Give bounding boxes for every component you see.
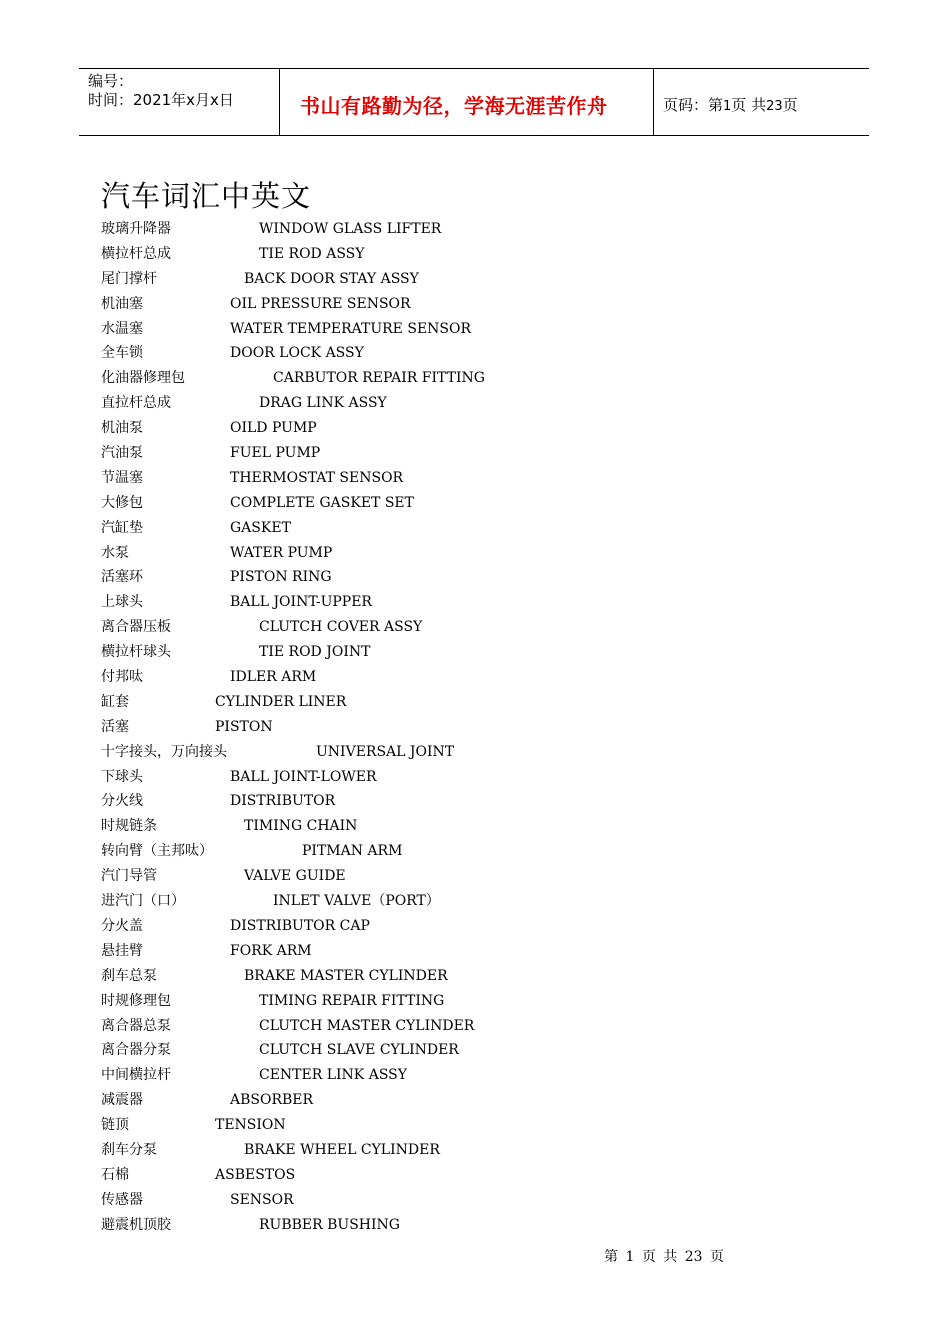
entry-english-term: CLUTCH SLAVE CYLINDER (259, 1042, 459, 1059)
entry-chinese-term: 石棉 (101, 1166, 129, 1183)
glossary-entry (101, 939, 801, 964)
glossary-entry (101, 814, 801, 839)
page-footer (604, 1246, 724, 1266)
entry-chinese-term: 离合器分泵 (101, 1042, 171, 1059)
glossary-entry (101, 889, 801, 914)
entry-chinese-term: 直拉杆总成 (101, 395, 171, 412)
entry-chinese-term: 活塞 (101, 718, 129, 735)
glossary-entry (101, 1163, 801, 1188)
glossary-entry (101, 765, 801, 790)
footer-suffix: 页 (710, 1249, 725, 1265)
glossary-entry (101, 1138, 801, 1163)
entry-chinese-term: 汽门导管 (101, 868, 157, 885)
entry-english-term: CLUTCH COVER ASSY (259, 619, 423, 636)
entry-english-term: BALL JOINT-UPPER (230, 594, 372, 611)
glossary-entry (101, 964, 801, 989)
glossary-entry (101, 292, 801, 317)
entry-english-term: SENSOR (230, 1191, 294, 1208)
glossary-entry (101, 640, 801, 665)
entry-chinese-term: 活塞环 (101, 569, 143, 586)
entry-chinese-term: 汽缸垫 (101, 519, 143, 536)
entry-chinese-term: 十字接头，万向接头 (101, 743, 227, 760)
entry-english-term: RUBBER BUSHING (259, 1216, 400, 1233)
entry-chinese-term: 汽油泵 (101, 445, 143, 462)
header-meta-cell (79, 69, 280, 135)
glossary-entry (101, 989, 801, 1014)
entry-english-term: WATER TEMPERATURE SENSOR (230, 320, 472, 337)
entry-english-term: CENTER LINK ASSY (259, 1067, 408, 1084)
entry-english-term: GASKET (230, 519, 291, 536)
entry-chinese-term: 转向臂（主邦呔） (101, 843, 213, 860)
glossary-entry (101, 491, 801, 516)
glossary-entry (101, 416, 801, 441)
entry-english-term: ABSORBER (230, 1092, 314, 1109)
header-table (79, 68, 869, 136)
glossary-entry (101, 864, 801, 889)
entry-english-term: PISTON RING (230, 569, 332, 586)
glossary-entry (101, 1088, 801, 1113)
entry-chinese-term: 时规链条 (101, 818, 157, 835)
entry-english-term: BRAKE WHEEL CYLINDER (244, 1141, 440, 1158)
glossary-entry (101, 715, 801, 740)
entry-chinese-term: 时规修理包 (101, 992, 171, 1009)
entry-chinese-term: 大修包 (101, 494, 143, 511)
glossary-list (101, 217, 801, 1238)
entry-english-term: PITMAN ARM (302, 843, 403, 860)
glossary-entry (101, 391, 801, 416)
glossary-entry (101, 1113, 801, 1138)
entry-chinese-term: 上球头 (101, 594, 143, 611)
entry-english-term: BALL JOINT-LOWER (230, 768, 377, 785)
entry-chinese-term: 链顶 (101, 1117, 129, 1134)
glossary-entry (101, 740, 801, 765)
glossary-entry (101, 615, 801, 640)
entry-english-term: THERMOSTAT SENSOR (230, 469, 404, 486)
header-page-current: 1 (723, 99, 732, 114)
entry-chinese-term: 付邦呔 (101, 669, 143, 686)
entry-chinese-term: 离合器总泵 (101, 1017, 171, 1034)
entry-chinese-term: 避震机顶胶 (101, 1216, 171, 1233)
entry-chinese-term: 尾门撑杆 (101, 270, 157, 287)
entry-chinese-term: 全车锁 (101, 345, 143, 362)
entry-english-term: WATER PUMP (230, 544, 333, 561)
glossary-entry (101, 1038, 801, 1063)
entry-english-term: CARBUTOR REPAIR FITTING (273, 370, 485, 387)
glossary-entry (101, 1188, 801, 1213)
entry-chinese-term: 玻璃升降器 (101, 221, 171, 237)
glossary-entry (101, 317, 801, 342)
header-page-mid: 页 共 (731, 96, 767, 114)
entry-chinese-term: 刹车分泵 (101, 1141, 157, 1158)
header-page-prefix: 页码：第 (663, 96, 724, 114)
glossary-entry (101, 541, 801, 566)
entry-english-term: TIMING CHAIN (244, 818, 358, 835)
entry-chinese-term: 水泵 (101, 544, 129, 561)
glossary-entry (101, 242, 801, 267)
glossary-entry (101, 665, 801, 690)
entry-chinese-term: 离合器压板 (101, 619, 171, 636)
glossary-entry (101, 839, 801, 864)
entry-chinese-term: 中间横拉杆 (101, 1067, 171, 1084)
entry-english-term: OILD PUMP (230, 420, 317, 437)
entry-english-term: TIE ROD ASSY (259, 245, 365, 262)
entry-chinese-term: 分火线 (101, 793, 143, 810)
entry-english-term: FUEL PUMP (230, 445, 321, 462)
footer-mid: 页 共 (641, 1249, 678, 1265)
glossary-entry (101, 366, 801, 391)
entry-chinese-term: 水温塞 (101, 320, 143, 337)
glossary-entry (101, 1014, 801, 1039)
glossary-entry (101, 516, 801, 541)
entry-chinese-term: 横拉杆球头 (101, 644, 171, 661)
footer-page-current: 1 (625, 1249, 635, 1265)
document-number-label: 编号： (88, 72, 134, 90)
entry-chinese-term: 传感器 (101, 1191, 143, 1208)
entry-chinese-term: 机油泵 (101, 420, 143, 437)
entry-chinese-term: 悬挂臂 (101, 942, 143, 959)
entry-english-term: DISTRIBUTOR CAP (230, 917, 370, 934)
header-page-total: 23 (766, 99, 783, 114)
entry-english-term: PISTON (215, 718, 273, 735)
entry-chinese-term: 分火盖 (101, 917, 143, 934)
entry-english-term: COMPLETE GASKET SET (230, 494, 414, 511)
glossary-entry (101, 466, 801, 491)
entry-english-term: DOOR LOCK ASSY (230, 345, 364, 362)
entry-english-term: CYLINDER LINER (215, 693, 347, 710)
entry-chinese-term: 化油器修理包 (101, 370, 185, 387)
entry-english-term: OIL PRESSURE SENSOR (230, 295, 411, 312)
header-motto-cell (280, 69, 654, 135)
entry-chinese-term: 刹车总泵 (101, 967, 157, 984)
glossary-entry (101, 341, 801, 366)
entry-chinese-term: 进汽门（口） (101, 893, 185, 910)
header-page-cell (654, 69, 869, 135)
glossary-entry (101, 1213, 801, 1238)
entry-english-term: WINDOW GLASS LIFTER (259, 221, 442, 237)
glossary-entry (101, 565, 801, 590)
document-title: 汽车词汇中英文 (101, 179, 312, 213)
entry-chinese-term: 横拉杆总成 (101, 245, 171, 262)
entry-chinese-term: 缸套 (101, 693, 129, 710)
entry-chinese-term: 下球头 (101, 768, 143, 785)
glossary-entry (101, 441, 801, 466)
entry-english-term: INLET VALVE（PORT） (273, 893, 440, 910)
entry-english-term: TIMING REPAIR FITTING (259, 992, 445, 1009)
entry-english-term: TENSION (215, 1117, 286, 1134)
glossary-entry (101, 590, 801, 615)
glossary-entry (101, 914, 801, 939)
glossary-entry (101, 1063, 801, 1088)
entry-chinese-term: 节温塞 (101, 469, 143, 486)
entry-english-term: VALVE GUIDE (244, 868, 346, 885)
header-page-info (663, 94, 798, 115)
glossary-entry (101, 267, 801, 292)
entry-english-term: ASBESTOS (215, 1166, 296, 1183)
document-time-label: 时间：2021年x月x日 (88, 91, 234, 109)
glossary-entry (101, 690, 801, 715)
motto-text: 书山有路勤为径，学海无涯苦作舟 (300, 94, 608, 118)
entry-english-term: TIE ROD JOINT (259, 644, 371, 661)
entry-english-term: DRAG LINK ASSY (259, 395, 387, 412)
footer-page-total: 23 (684, 1249, 703, 1265)
entry-english-term: UNIVERSAL JOINT (316, 743, 455, 760)
entry-english-term: CLUTCH MASTER CYLINDER (259, 1017, 475, 1034)
glossary-entry (101, 217, 801, 242)
footer-prefix: 第 (604, 1249, 618, 1265)
entry-chinese-term: 机油塞 (101, 295, 143, 312)
entry-chinese-term: 减震器 (101, 1092, 143, 1109)
entry-english-term: BRAKE MASTER CYLINDER (244, 967, 448, 984)
entry-english-term: DISTRIBUTOR (230, 793, 336, 810)
entry-english-term: BACK DOOR STAY ASSY (244, 270, 419, 287)
header-page-suffix: 页 (782, 96, 798, 114)
entry-english-term: IDLER ARM (230, 669, 317, 686)
entry-english-term: FORK ARM (230, 942, 312, 959)
glossary-entry (101, 789, 801, 814)
